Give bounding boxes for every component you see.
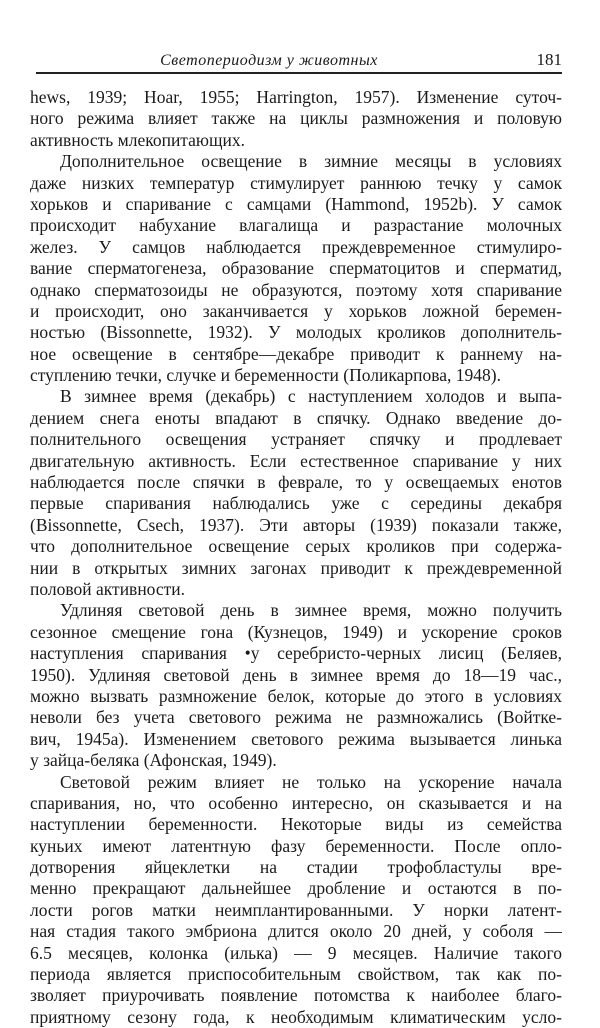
text-line: периода является приспособительным свойством, так как по- [30,964,562,985]
text-line: можно вызвать размножение белок, которые до этого в условиях [30,685,562,706]
text-line: происходит набухание влагалища и разрастание молочных [30,215,562,236]
text-line: вич, 1945a). Изменением светового режима вызывается линька [30,728,562,749]
text-line: наблюдается после спячки в феврале, то у освещаемых енотов [30,472,562,493]
text-line: однако сперматозоиды не образуются, поэтому хотя спаривание [30,279,562,300]
text-line: наступлении беременности. Некоторые виды из семейства [30,814,562,835]
text-line: что дополнительное освещение серых кроликов при содержа- [30,536,562,557]
text-line: 1950). Удлиняя световой день в зимнее время до 18—19 час., [30,664,562,685]
text-line: В зимнее время (декабрь) с наступлением холодов и выпа- [60,386,562,407]
text-line: активность млекопитающих. [30,129,245,150]
text-line: ная стадия такого эмбриона длится около 20 дней, у соболя — [30,921,562,942]
text-line: неволи без учета светового режима не размножались (Войтке- [30,707,562,728]
text-line: ное освещение в сентябре—декабре приводит к раннему на- [30,343,562,364]
text-line: ступлению течки, случке и беременности (Поликарпова, 1948). [30,365,501,386]
text-line: спаривания, но, что особенно интересно, он сказывается и на [30,792,562,813]
text-line: и происходит, оно заканчивается у хорьков ложной беремен- [30,300,562,321]
text-line: 6.5 месяцев, колонка (илька) — 9 месяцев. Наличие такого [30,942,562,963]
text-line: половой активности. [30,578,186,599]
text-line: вание сперматогенеза, образование сперматоцитов и сперматид, [30,258,562,279]
text-line: желез. У самцов наблюдается преждевременное стимулиро- [30,236,562,257]
text-line: двигательную активность. Если естественное спаривание у них [30,450,562,471]
text-line: у зайца-беляка (Афонская, 1949). [30,750,277,771]
text-line: первые спаривания наблюдались уже с середины декабря [30,493,562,514]
text-line: хорьков и спаривание с самцами (Hammond, 1952b). У самок [30,193,562,214]
text-line: приятному сезону года, к необходимым климатическим усло- [30,1006,562,1027]
text-line: (Bissonnette, Csech, 1937). Эти авторы (1939) показали также, [30,514,562,535]
page-number: 181 [536,50,562,69]
text-line: ного режима влияет также на циклы размножения и половую [30,108,562,129]
text-line: дотворения яйцеклетки на стадии трофобластулы вре- [30,857,562,878]
header-rule [36,72,562,74]
page-header [36,46,562,72]
text-line: даже низких температур стимулирует раннюю течку у самок [30,172,562,193]
text-line: hews, 1939; Hoar, 1955; Harrington, 1957). Изменение суточ- [30,87,562,107]
text-line: зволяет приурочивать появление потомства к наиболее благо- [30,985,562,1006]
text-line: полнительного освещения устраняет спячку и продлевает [30,429,562,450]
text-line: Световой режим влияет не только на ускорение начала [60,771,562,792]
text-line: менно прекращают дальнейшее дробление и остаются в по- [30,878,562,899]
text-line: дением снега еноты впадают в спячку. Однако введение до- [30,407,562,428]
running-title: Светопериодизм у животных [160,52,378,69]
text-line: лости рогов матки неимплантированными. У норки латент- [30,899,562,920]
text-line: Дополнительное освещение в зимние месяцы в условиях [60,151,562,172]
text-line: куньих имеют латентную фазу беременности. После опло- [30,835,562,856]
text-line: сезонное смещение гона (Кузнецов, 1949) и ускорение сроков [30,621,562,642]
text-line: наступления спаривания •у серебристо-черных лисиц (Беляев, [30,643,562,664]
text-line: Удлиняя световой день в зимнее время, можно получить [60,600,562,621]
body-text [30,87,562,1028]
text-line: ностью (Bissonnette, 1932). У молодых кроликов дополнитель- [30,322,562,343]
text-line: нии в открытых зимних загонах приводит к преждевременной [30,557,562,578]
